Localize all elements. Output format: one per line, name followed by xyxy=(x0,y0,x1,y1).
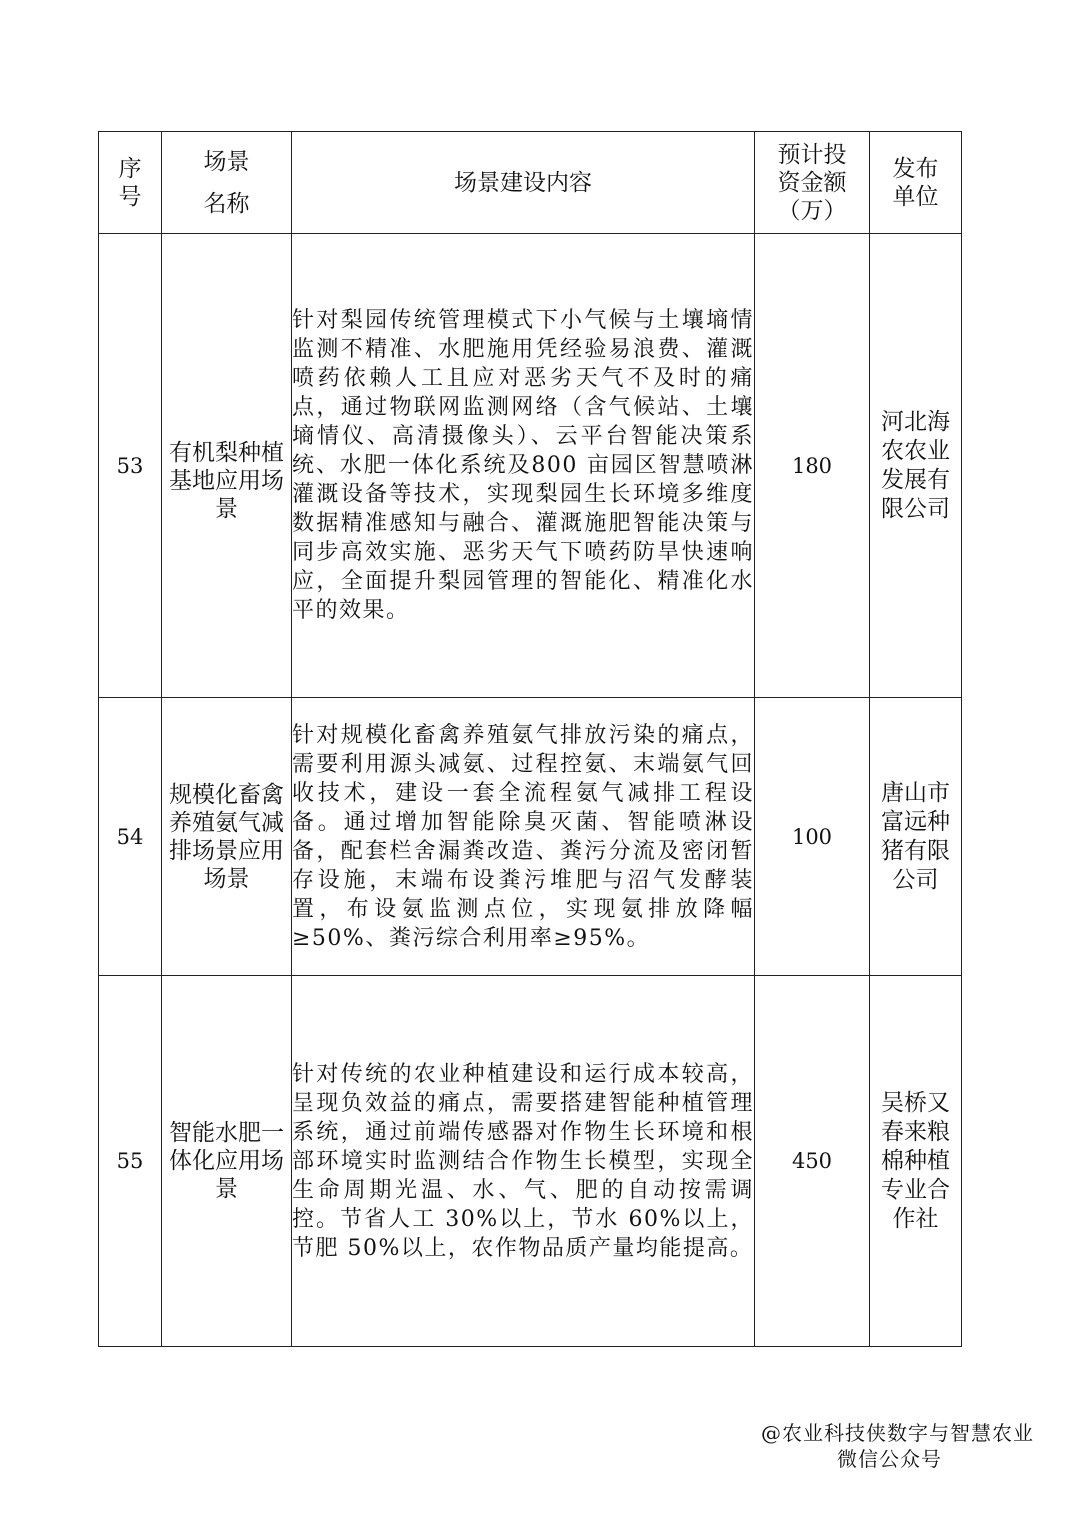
watermark-caption xyxy=(761,1420,1034,1472)
header-content xyxy=(292,132,755,234)
header-name-line2: 名称 xyxy=(203,190,250,217)
header-scenario-name xyxy=(162,132,292,234)
row-scenario-name: 智能水肥一体化应用场景 xyxy=(162,976,292,1347)
row-scenario-name: 有机梨种植基地应用场景 xyxy=(162,234,292,698)
scenario-table xyxy=(98,131,962,1347)
row-publisher: 河北海农农业发展有限公司 xyxy=(870,234,962,698)
row-content: 针对梨园传统管理模式下小气候与土壤墒情监测不精准、水肥施用凭经验易浪费、灌溉喷药依赖人工且应对恶劣天气不及时的痛点，通过物联网监测网络（含气候站、土壤墒情仪、高清摄像头）、云平台智能决策系统、水肥一体化系统及800 亩园区智慧喷淋灌溉设备等技术，实现梨园生长环境多维度数据精准感知与融合、灌溉施肥智能决策与同步高效实施、恶劣天气下喷药防旱快速响应，全面提升梨园管理的智能化、精准化水平的效果。 xyxy=(292,234,755,698)
row-content: 针对传统的农业种植建设和运行成本较高，呈现负效益的痛点，需要搭建智能种植管理系统，通过前端传感器对作物生长环境和根部环境实时监测结合作物生长模型，实现全生命周期光温、水、气、肥的自动按需调控。节省人工 30%以上，节水 60%以上，节肥 50%以上，农作物品质产量均能提高。 xyxy=(292,976,755,1347)
watermark-line1: @农业科技侠数字与智慧农业 xyxy=(761,1421,1034,1445)
header-serial-line2: 号 xyxy=(118,183,142,210)
watermark-line2: 微信公众号 xyxy=(837,1447,942,1471)
header-amount-line1: 预计投 xyxy=(777,141,847,168)
header-amount-line2: 资金额 xyxy=(777,169,847,196)
header-publisher-line2: 单位 xyxy=(892,183,939,210)
row-amount: 180 xyxy=(755,234,870,698)
row-serial-number: 54 xyxy=(99,698,162,976)
row-publisher: 吴桥又春来粮棉种植专业合作社 xyxy=(870,976,962,1347)
row-amount: 100 xyxy=(755,698,870,976)
table-row xyxy=(99,698,962,976)
row-serial-number: 53 xyxy=(99,234,162,698)
header-amount xyxy=(755,132,870,234)
table-header-row xyxy=(99,132,962,234)
row-content: 针对规模化畜禽养殖氨气排放污染的痛点，需要利用源头减氨、过程控氨、末端氨气回收技术，建设一套全流程氨气减排工程设备。通过增加智能除臭灭菌、智能喷淋设备，配套栏舍漏粪改造、粪污分流及密闭暂存设施，末端布设粪污堆肥与沼气发酵装置，布设氨监测点位，实现氨排放降幅≥50%、粪污综合利用率≥95%。 xyxy=(292,698,755,976)
header-publisher xyxy=(870,132,962,234)
row-amount: 450 xyxy=(755,976,870,1347)
row-scenario-name: 规模化畜禽养殖氨气减排场景应用场景 xyxy=(162,698,292,976)
header-content-label: 场景建设内容 xyxy=(454,169,592,196)
table-row xyxy=(99,976,962,1347)
row-serial-number: 55 xyxy=(99,976,162,1347)
header-name-line1: 场景 xyxy=(203,148,250,175)
row-publisher: 唐山市富远种猪有限公司 xyxy=(870,698,962,976)
header-amount-line3: （万） xyxy=(777,197,847,224)
header-serial-number xyxy=(99,132,162,234)
header-serial-line1: 序 xyxy=(118,155,142,182)
table-row xyxy=(99,234,962,698)
header-publisher-line1: 发布 xyxy=(892,155,939,182)
